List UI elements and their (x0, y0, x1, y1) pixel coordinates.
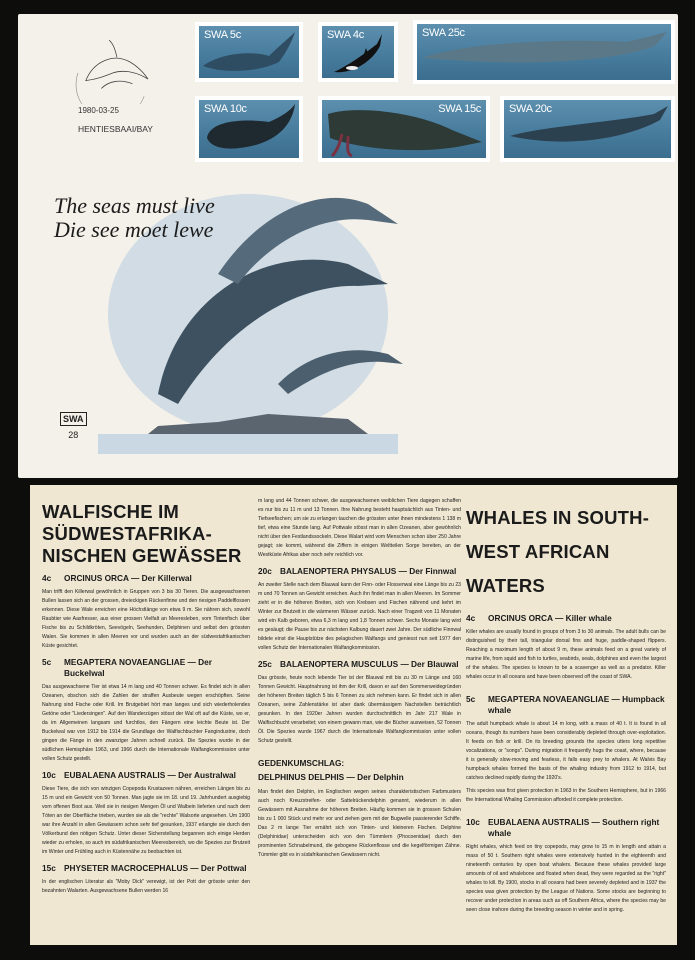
section-heading: MEGAPTERA NOVAEANGLIAE — Humpback whale (488, 694, 665, 715)
cover-number: 28 (68, 430, 79, 440)
german-column-2 (258, 497, 461, 864)
section-heading: BALAENOPTERA PHYSALUS — Der Finnwal (280, 566, 457, 576)
english-section-4c (466, 613, 666, 682)
section-text: Diese Tiere, die sich von winzigen Copepoda Krustazeen nähren, erreichen Längen bis zu 15 m und ein Gewicht von 50 Tonnen. Man jagte sie im 18. und 19. Jahrhundert ausgiebig vom offenen Boot aus. Weil sie in riesigen Mengen Öl und Walbein lieferten und nach dem Töten an der Oberfläche trieben, wurden sie als die "rechte" Walsorte angesehen. Um 1900 war ihre Anzahl in allen Gewässern schon sehr tief gesunken, 1937 erlangte sie durch den Völkerbund den nötigen Schutz. Unter dieser Sicherstellung begannen sich einige Herden wieder zu erholen, so auch im südafrikanischen Meeresbereich, wo die Spezies zur Brutzeit im Winter und Frühling auch in Küstennähe zu beobachten ist. (42, 786, 250, 855)
stamp-25c (413, 20, 675, 84)
german-section-4c (42, 573, 250, 651)
section-text-continued: m lang und 44 Tonnen schwer, die ausgewachsenen weiblichen Tiere dagegen schaffen es nur bis zu 11 m und 13 Tonnen. Ihre Nahrung besteht hauptsächlich aus Tinten- und Tiefseefischen; um sie zu erlangen tauchen die grössten unter ihnen mindestens 1 138 m tief, etwa eine Stunde lang. Auf Pottwale stösst man in allen Ozeanen, aber gewöhnlich nicht über den Festlandssockeln. Diese Walart wird vom Menschen schon über 250 Jahre gejagt; sie kommt, während die Ziffern in einigen Weltteilen Sorge bereiten, an der Westküste Afrikas aber noch sehr reichlich vor. (258, 498, 461, 558)
title-line: WATERS (466, 575, 545, 596)
english-title (466, 501, 666, 603)
section-text: Man findet den Delphin, im Englischen wegen seines charakteristischen Farbmusters auch noch Kreuzstreifen- oder Sattelrückendelphin genannt, wiederum in allen Gewässern mit Ausnahme der höheren Breiten. Häufig kommen sie in grossen Schulen bis zu 1 000 Stück und mehr vor und ziehen gern mit der Bugwelle passierender Schiffe. Das 2 m lange Tier ernährt sich von Tinten- und kleineren Fischen. Delphine (Delphinidae) unterscheiden sich von den Tümmlern (Phocoenidae) durch den prominenten Schnabelmund, die gebogene Rückenflosse und die kegelförmigen Zähne. Tümmler gibt es in südafrikanischen Gewässern nicht. (258, 789, 461, 858)
denomination: 4c (466, 613, 476, 623)
title-line: WHALES IN SOUTH- (466, 507, 650, 528)
slogan-afrikaans: Die see moet lewe (54, 217, 214, 242)
denomination: 10c (466, 817, 480, 827)
information-card (30, 485, 677, 945)
section-text: Killer whales are usually found in groups of from 3 to 30 animals. The adult bulls can be distinguished by their tall, triangular dorsal fins and huge, paddle-shaped flippers. Reaching a maximum length of about 9 m, these animals feed on a great variety of marine life, from squid and fish to turtles, seabirds, seals, dolphines and even the largest of the whales. The species is known to be a scavenger as well as a predator. Killer whales occur in all oceans and have been observed off the coast of SWA. (466, 629, 666, 680)
section-text: Das ausgewachsene Tier ist etwa 14 m lang und 40 Tonnen schwer. Es findet sich in allen Ozeanen, obschon sich die Zahlen der straffen Ausbeute wegen erschöpften. Seine Nahrung sind Fische oder Krill. Im Brutgebiet hört man langes und sich wiederholendes Getöne oder "Liedersingen". Auf den Wanderzügen stösst der Wal oft auf die Küste, wo er, da im Allgemeinen langsam und furchtlos, den Fängern eine leichte Beute ist. Der Buckelwal war von 1912 bis 1914 die Grundlage der Walfischbuchter Fangindustrie, doch gingen die Fänge in den zwanziger Jahren schnell zurück. Die Spezies wurde in der südlichen Hemisphäre 1963, und 1966 durch die Internationale Walfangkommission unter vollen Schutz gestellt. (42, 684, 250, 762)
cover-species-heading: DELPHINUS DELPHIS — Der Delphin (258, 772, 404, 782)
section-heading: PHYSETER MACROCEPHALUS — Der Pottwal (64, 863, 247, 873)
stamp-15c (318, 96, 490, 162)
german-section-15c (42, 863, 250, 896)
cover-slogan (54, 194, 215, 242)
section-heading: ORCINUS ORCA — Killer whale (488, 613, 612, 623)
section-heading: BALAENOPTERA MUSCULUS — Der Blauwal (280, 659, 459, 669)
stamp-10c (195, 96, 303, 162)
stamp-value: SWA 20c (509, 103, 552, 115)
postmark-date: 1980-03-25 (78, 106, 119, 115)
german-title: WALFISCHE IM SÜDWESTAFRIKA-NISCHEN GEWÄSSER (42, 501, 242, 566)
german-section-25c (258, 659, 461, 746)
stamp-value: SWA 25c (422, 27, 465, 39)
section-text: Das grösste, heute noch lebende Tier ist der Blauwal mit bis zu 30 m Länge und 160 Tonnen Gewicht. Hauptnahrung ist ihm der Krill, davon er auf den Sommerweidegründen der höheren Breiten täglich 5 bis 6 Tonnen zu sich nehmen kann. Er findet sich in allen Ozeanen, seine Zahlenstärke ist aber dank übermässigem Nachstellen beträchtlich gesunken. In den 1920er Jahren wurden durchschnittlich im Jahr 217 Wale in Walfischbucht verarbeitet; von einem gewann man, wie die Bücher ausweisen, 52 Tonnen Öl. Die Spezies wurde 1967 durch die Internationale Walfangkommission unter vollen Schutz gestellt. (258, 675, 461, 744)
german-section-10c (42, 770, 250, 857)
logo-text: SWA (60, 412, 87, 426)
german-column-1 (42, 501, 250, 900)
german-cover-section (258, 756, 461, 860)
cover-heading: GEDENKUMSCHLAG: (258, 758, 345, 768)
dolphin-postmark (58, 34, 168, 104)
stamp-5c (195, 22, 303, 82)
section-text: In der englischen Literatur als "Moby Dick" verewigt, ist der Pott der grösste unter den bezahnten Walarten. Ausgewachsene Bullen werden 16 (42, 879, 250, 894)
english-column (466, 501, 666, 919)
title-line: WEST AFRICAN (466, 541, 610, 562)
denomination: 10c (42, 770, 56, 780)
english-section-10c (466, 817, 666, 915)
slogan-english: The seas must live (54, 193, 215, 218)
denomination: 5c (42, 657, 52, 667)
denomination: 15c (42, 863, 56, 873)
section-heading: EUBALAENA AUSTRALIS — Der Australwal (64, 770, 236, 780)
stamp-4c (318, 22, 398, 82)
section-heading: ORCINUS ORCA — Der Killerwal (64, 573, 192, 583)
denomination: 25c (258, 659, 272, 669)
first-day-cover (18, 14, 678, 478)
section-text: Man trifft den Killerwal gewöhnlich in Gruppen von 3 bis 30 Tieren. Die ausgewachsenen Bullen lassen sich an der grossen, dreieckigen Rückenfinne und den riesigen Paddelflossen erkennen. Diese Wale erreichen eine Höchstlänge von etwa 9 m. Sie nähren sich, sowohl Raubtier wie Aasfresser, aus einer grossen Vielfalt an Meeresleben, vom Tintenfisch über Fische bis zu Schildkröten, Seevögeln, Seehunden, Delphinen und selbst den grössten Walen. Sie kommen in allen Meeren vor und wurden auch an der südwestafrikanischen Küste gesichtet. (42, 589, 250, 649)
swa-logo (60, 412, 87, 440)
stamp-value: SWA 5c (204, 29, 241, 41)
stamp-value: SWA 15c (438, 103, 481, 115)
section-heading: MEGAPTERA NOVAEANGLIAE — Der Buckelwal (64, 657, 212, 678)
german-section-5c (42, 657, 250, 764)
postmark-place: HENTIESBAAI/BAY (78, 124, 153, 134)
denomination: 4c (42, 573, 52, 583)
section-text: An zweiter Stelle nach dem Blauwal kann der Finn- oder Flossenwal eine Länge bis zu 23 m und 70 Tonnen an Gewicht erreichen. Auch ihn findet man in allen Meeren. Im Sommer zieht er in die höheren Breiten, sich von Krebsen und Fischen nährend und kehrt im Winter zur Brutzeit in die wärmeren Wässer zurück. Nach einer Tragzeit von 11 Monaten wird ein Kalb geboren, etwa 6,3 m lang und 1,8 Tonnen schwer. Sechs Monate lang wird es gesäugt; die Pause bis zur nächsten Kalbung dauert zwei Jahre. Der südliche Finnwal bildete einst die Hauptstütze des pelagischen Walfangs und geniesst nun seit 1977 den vollen Schutz der Internationalen Walfangkommission. (258, 582, 461, 651)
stamp-value: SWA 10c (204, 103, 247, 115)
section-heading: EUBALAENA AUSTRALIS — Southern right whale (488, 817, 660, 838)
stamp-value: SWA 4c (327, 29, 364, 41)
section-text: This species was first given protection in 1963 in the Southern Hemisphere, but in 1966 the International Whaling Commission afforded it complete protection. (466, 788, 666, 803)
denomination: 5c (466, 694, 476, 704)
english-section-5c (466, 694, 666, 805)
stamp-20c (500, 96, 675, 162)
section-text: Right whales, which feed on tiny copepods, may grow to 15 m in length and attain a mass of 50 t. Southern right whales were extensively hunted in the eighteenth and nineteenth centuries by open boat whalers. Because these whales provided large amounts of oil and whalebone and floated when dead, they were regarded as the "right" whales to kill. By 1900, stocks in all oceans had been severely depleted and in 1937 the species was given protection by the League of Nations. Some stocks are beginning to recover under protection in areas such as off Southern Africa, where the species may be seen close inshore during the breeding season in winter and in spring. (466, 844, 666, 913)
section-text: The adult humpback whale is about 14 m long, with a mass of 40 t. It is found in all oceans, though its numbers have been considerably depleted through over-exploitation. It feeds on fish or krill. On its breeding grounds the species utters long repetitive vocalizations, or "songs". During migration it frequently hugs the coast, where, because it is generally slow-moving and fearless, it falls easy prey to whalers. At Walvis Bay humpback whales formed the basis of the whaling industry from 1912 to 1914, but catches declined rapidly during the 1920's. (466, 721, 666, 781)
german-section-20c (258, 566, 461, 653)
denomination: 20c (258, 566, 272, 576)
